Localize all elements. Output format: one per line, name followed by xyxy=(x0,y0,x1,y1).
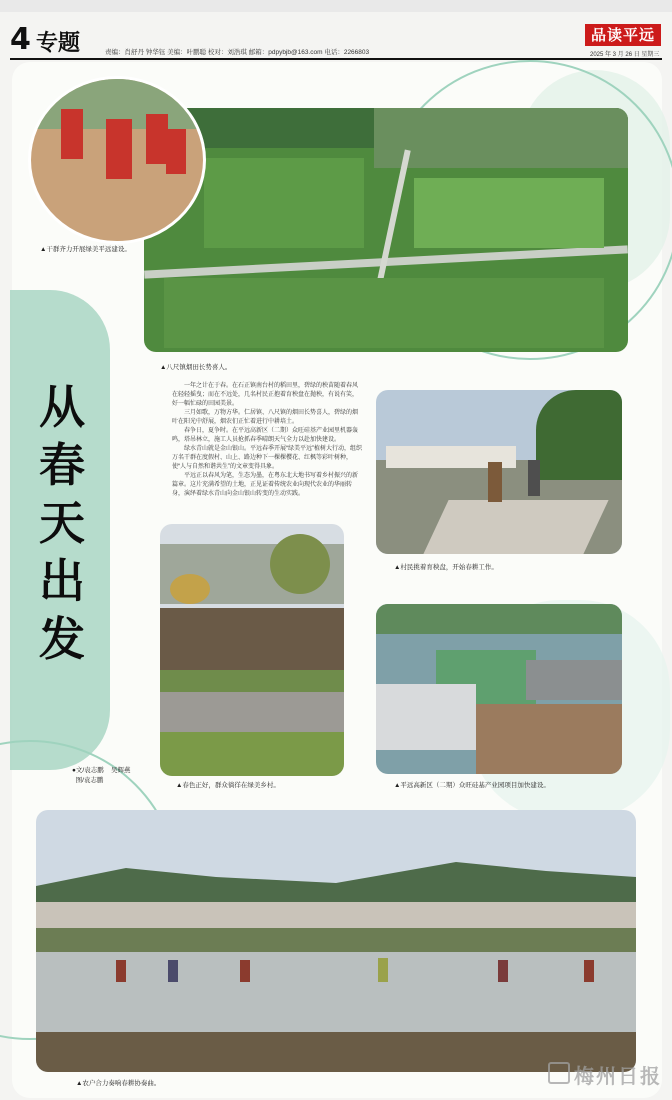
top-band xyxy=(0,0,672,12)
title-char: 春 xyxy=(39,438,85,492)
caption-construction: ▲平远高新区（二期）众旺硅基产业园项目加快建设。 xyxy=(394,782,550,789)
article-paragraph: 平远正以春风为笔，生态为墨，在粤东北大地书写着乡村振兴的新篇章。这片充满希望的土地，正见证着传统农业向现代农业的华丽转身，演绎着绿水青山向金山银山转变的生动实践。 xyxy=(172,473,359,497)
page-header xyxy=(10,22,662,56)
header-rule xyxy=(10,58,662,60)
article-paragraph: 一年之计在于春。在石正镇南台村的稻田里，碧绿的秧苗随着春风在轻轻摇曳；而在不远处，几名村民正抱着育秧盘在抛秧，有说有笑，好一幅忙碌的田园美景。 xyxy=(172,383,359,407)
construction-photo xyxy=(376,604,622,774)
editor-credits: 责编：肖舒丹 钟华钰 美编：叶鹏聪 校对：刘浩琪 邮箱：pdpybjb@163.com 电话：2266803 xyxy=(105,49,370,56)
caption-workers: ▲干群齐力开展绿美平远建设。 xyxy=(40,246,131,253)
title-char: 出 xyxy=(39,554,85,608)
walkers-photo xyxy=(160,524,344,776)
workers-photo xyxy=(28,76,206,244)
caption-aerial: ▲八尺镇烟田长势喜人。 xyxy=(160,364,232,371)
byline: ●文/袁志鹏 吴辉燕 图/袁志鹏 xyxy=(72,767,131,784)
villagers-photo xyxy=(376,390,622,554)
caption-paddy: ▲农户合力奏响春耕协奏曲。 xyxy=(76,1080,161,1087)
title-char: 发 xyxy=(39,612,85,666)
feature-title xyxy=(32,378,92,668)
section-title: 专题 xyxy=(36,31,81,56)
masthead-logo: 品读平远 xyxy=(585,24,661,46)
watermark: 梅州日报 xyxy=(574,1064,662,1088)
caption-walkers: ▲春色正好，群众徜徉在绿美乡村。 xyxy=(176,782,280,789)
paddy-photo xyxy=(36,810,636,1072)
article-paragraph: 春争日，夏争时。在平远高新区（二期）众旺硅基产业园里机器轰鸣，塔吊林立，施工人员抢抓春季晴朗天气全力以赴加快建设。 xyxy=(172,428,359,443)
article-paragraph: 三月如歌，万物方华。仁居镇、八尺镇的烟田长势喜人，碧绿的烟叶在阳光中舒展，烟农们正忙着进行中耕培土。 xyxy=(172,410,359,425)
caption-villagers: ▲村民挑着育秧盘，开始春耕工作。 xyxy=(394,564,498,571)
watermark-logo-icon xyxy=(548,1062,570,1084)
title-char: 从 xyxy=(39,380,85,434)
title-char: 天 xyxy=(39,496,85,550)
dateline: 2025 年 3 月 26 日 星期三 xyxy=(590,52,660,58)
article-paragraph: 绿水青山就是金山银山。平远春季开展“绿美平远”植树大行动，组织万名干群在度假村、山上、路边种下一棵棵樱花、红枫等彩叶树种，使“人与自然和谐共生”的文章变得具象。 xyxy=(172,446,362,470)
article-body xyxy=(172,382,362,499)
page-number: 4 xyxy=(10,22,31,57)
aerial-photo xyxy=(144,108,628,352)
